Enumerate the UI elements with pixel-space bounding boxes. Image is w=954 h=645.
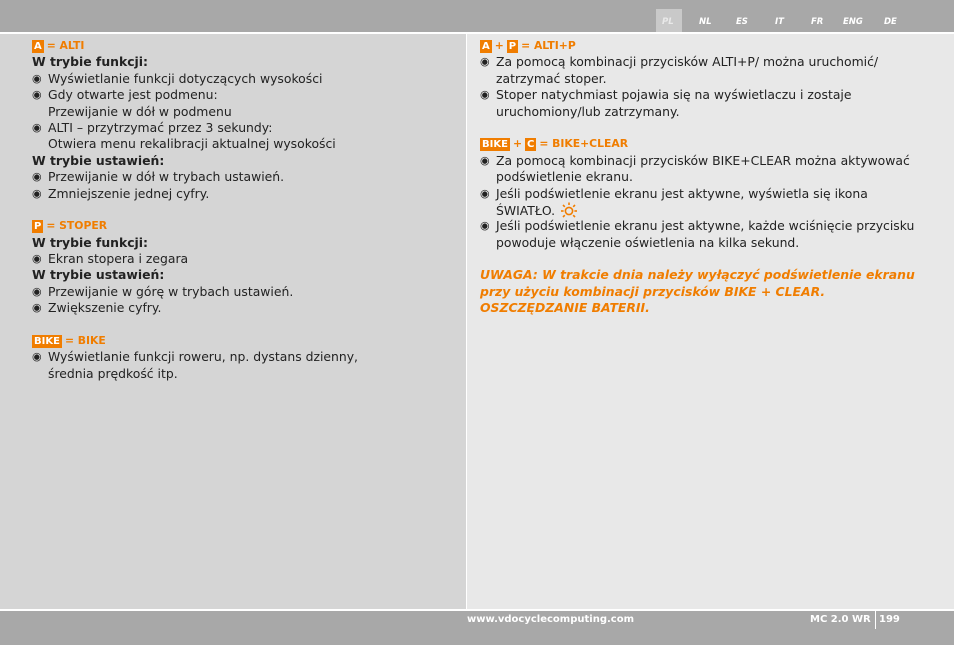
bullet-icon: ◉ bbox=[32, 350, 42, 364]
footer-separator bbox=[875, 611, 876, 629]
bikeclear-key-badge-c: C bbox=[526, 139, 535, 151]
bullet-icon: ◉ bbox=[32, 284, 42, 298]
bullet-icon: ◉ bbox=[480, 219, 490, 233]
altip-plus: + bbox=[494, 39, 504, 52]
alti-function-mode-heading: W trybie funkcji: bbox=[32, 54, 148, 70]
language-tab-eng[interactable]: ENG bbox=[843, 17, 863, 27]
list-item-continuation: Otwiera menu rekalibracji aktualnej wysokości bbox=[48, 136, 336, 152]
list-item: ◉ Jeśli podświetlenie ekranu jest aktywne, wyświetla się ikona bbox=[480, 185, 868, 201]
warning-line-1: UWAGA: W trakcie dnia należy wyłączyć podświetlenie ekranu bbox=[480, 267, 915, 283]
stoper-function-mode-heading: W trybie funkcji: bbox=[32, 234, 148, 250]
list-item-continuation: zatrzymać stoper. bbox=[496, 70, 607, 86]
left-content bbox=[32, 38, 452, 382]
bullet-icon: ◉ bbox=[480, 88, 490, 102]
list-item-continuation: powoduje włączenie oświetlenia na kilka sekund. bbox=[496, 234, 800, 250]
bike-heading bbox=[32, 333, 452, 349]
warning-line-2: przy użyciu kombinacji przycisków BIKE + CLEAR. bbox=[480, 283, 826, 299]
list-item: ◉ Wyświetlanie funkcji dotyczących wysokości bbox=[32, 70, 323, 86]
warning-line-3: OSZCZĘDZANIE BATERII. bbox=[480, 300, 650, 316]
bikeclear-plus: + bbox=[512, 137, 522, 151]
footer-website-link[interactable]: www.vdocyclecomputing.com bbox=[467, 614, 635, 625]
list-item: ◉ Przewijanie w dół w trybach ustawień. bbox=[32, 169, 285, 185]
bullet-icon: ◉ bbox=[32, 88, 42, 102]
language-tab-it[interactable]: IT bbox=[775, 17, 784, 27]
top-bar bbox=[0, 0, 954, 32]
bullet-icon: ◉ bbox=[32, 71, 42, 85]
list-item-continuation: podświetlenie ekranu. bbox=[496, 169, 633, 185]
bullet-icon: ◉ bbox=[32, 120, 42, 134]
altip-key-badge-a: A bbox=[482, 40, 490, 52]
bikeclear-title: = BIKE+CLEAR bbox=[539, 137, 629, 151]
right-content bbox=[480, 38, 940, 317]
stoper-title: = STOPER bbox=[46, 219, 108, 233]
language-tab-fr[interactable]: FR bbox=[811, 17, 824, 27]
alti-key-badge: A bbox=[34, 40, 42, 52]
list-item: ◉ Wyświetlanie funkcji roweru, np. dystans dzienny, bbox=[32, 349, 358, 365]
language-tab-pl[interactable]: PL bbox=[662, 17, 674, 27]
bullet-icon: ◉ bbox=[480, 55, 490, 69]
bullet-icon: ◉ bbox=[32, 186, 42, 200]
list-item: ◉ Jeśli podświetlenie ekranu jest aktywne, każde wciśnięcie przycisku bbox=[480, 218, 915, 234]
list-item-continuation: uruchomiony/lub zatrzymany. bbox=[496, 103, 680, 119]
list-item: ◉ ALTI – przytrzymać przez 3 sekundy: bbox=[32, 119, 273, 135]
language-tab-es[interactable]: ES bbox=[736, 17, 748, 27]
bike-title: = BIKE bbox=[64, 334, 106, 348]
bullet-icon: ◉ bbox=[32, 170, 42, 184]
alti-settings-mode-heading: W trybie ustawień: bbox=[32, 152, 165, 168]
list-item: ◉ Przewijanie w górę w trybach ustawień. bbox=[32, 283, 294, 299]
list-item: ◉ Zmniejszenie jednej cyfry. bbox=[32, 185, 210, 201]
footer-model: MC 2.0 WR bbox=[810, 614, 871, 625]
altip-heading bbox=[480, 38, 940, 54]
bike-key-badge: BIKE bbox=[34, 335, 60, 347]
stoper-heading bbox=[32, 218, 452, 234]
list-item: ◉ Stoper natychmiast pojawia się na wyświetlaczu i zostaje bbox=[480, 87, 852, 103]
altip-title: = ALTI+P bbox=[521, 39, 576, 52]
list-item: ◉ Gdy otwarte jest podmenu: bbox=[32, 87, 218, 103]
altip-key-badge-p: P bbox=[508, 40, 517, 52]
bullet-icon: ◉ bbox=[480, 186, 490, 200]
list-item: ◉ Ekran stopera i zegara bbox=[32, 251, 189, 267]
bikeclear-key-badge-bike: BIKE bbox=[482, 139, 508, 151]
list-item: ◉ Zwiększenie cyfry. bbox=[32, 300, 162, 316]
bullet-icon: ◉ bbox=[480, 153, 490, 167]
list-item-continuation: średnia prędkość itp. bbox=[48, 365, 178, 381]
list-item-continuation: Przewijanie w dół w podmenu bbox=[48, 103, 232, 119]
alti-heading bbox=[32, 38, 452, 54]
stoper-key-badge: P bbox=[34, 220, 42, 232]
language-tab-de[interactable]: DE bbox=[884, 17, 897, 27]
list-item-continuation: ŚWIATŁO. bbox=[480, 202, 940, 218]
list-item: ◉ Za pomocą kombinacji przycisków ALTI+P/ można uruchomić/ bbox=[480, 54, 879, 70]
bikeclear-heading bbox=[480, 136, 940, 152]
page-number: 199 bbox=[879, 614, 900, 625]
bullet-icon: ◉ bbox=[32, 252, 42, 266]
list-item: ◉ Za pomocą kombinacji przycisków BIKE+CLEAR można aktywować bbox=[480, 152, 910, 168]
bullet-icon: ◉ bbox=[32, 301, 42, 315]
language-tab-nl[interactable]: NL bbox=[699, 17, 712, 27]
stoper-settings-mode-heading: W trybie ustawień: bbox=[32, 267, 165, 283]
alti-title: = ALTI bbox=[46, 39, 85, 52]
